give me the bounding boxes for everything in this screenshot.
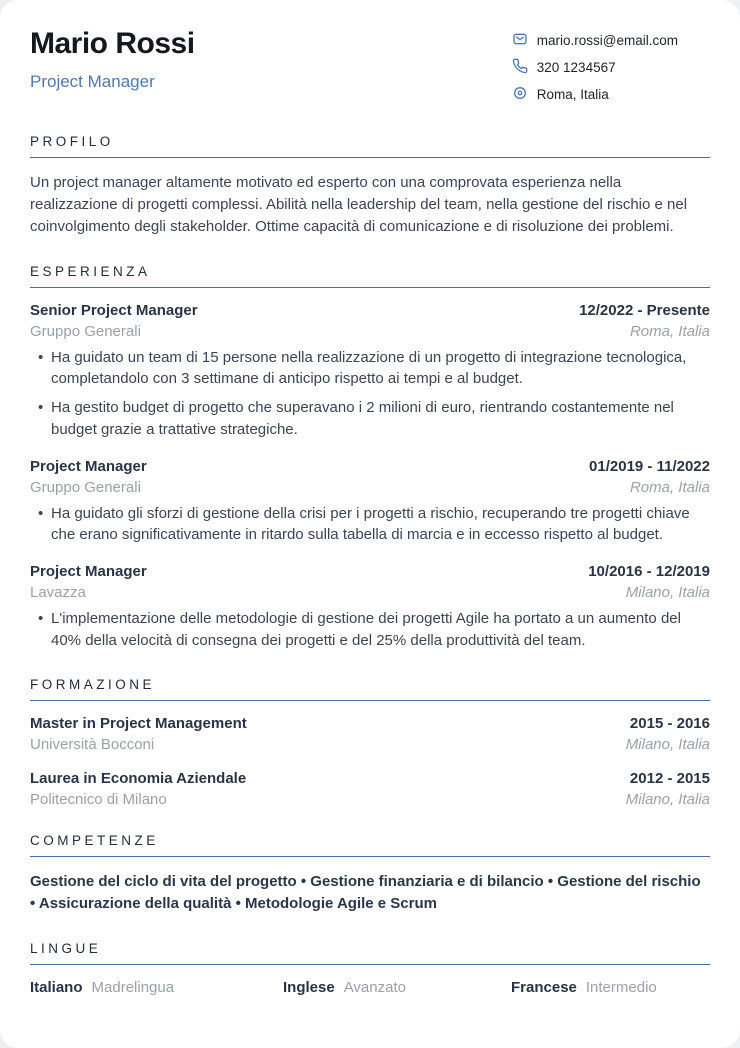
- contact-item-email: [512, 31, 678, 50]
- language-name: Inglese: [283, 978, 335, 996]
- job-title-subtitle: Project Manager: [30, 71, 155, 91]
- contact-item-location: [512, 85, 678, 104]
- bullet-list: [30, 608, 710, 652]
- entry-sub-row: [30, 791, 710, 808]
- entry-dates: 10/2016 - 12/2019: [588, 563, 710, 581]
- section-heading-languages: LINGUE: [30, 941, 710, 965]
- profile-text: Un project manager altamente motivato ed esperto con una comprovata esperienza nella realizzazione di progetti complessi. Abilità nella leadership del team, nella gestione del rischio e nel coinvolgimento degli stakeholder. Ottime capacità di comunicazione e di risoluzione dei problemi.: [30, 174, 688, 236]
- degree-title: Master in Project Management: [30, 714, 247, 732]
- language-name: Italiano: [30, 978, 83, 996]
- entry-title: Project Manager: [30, 457, 147, 475]
- section-languages: [30, 941, 710, 996]
- language-item: [30, 979, 283, 996]
- entry-location: Roma, Italia: [629, 322, 710, 340]
- contact-block: [512, 28, 678, 104]
- entry-company: Lavazza: [30, 584, 86, 602]
- entry-title: Project Manager: [30, 563, 147, 581]
- entry-company: Gruppo Generali: [30, 322, 141, 340]
- entry-location: Roma, Italia: [629, 478, 710, 496]
- degree-dates: 2015 - 2016: [629, 714, 710, 732]
- header: [30, 28, 710, 104]
- language-level: Avanzato: [343, 978, 406, 996]
- entry-dates: 01/2019 - 11/2022: [589, 457, 710, 475]
- degree-dates: 2012 - 2015: [629, 769, 710, 787]
- entry-dates: 12/2022 - Presente: [579, 301, 710, 319]
- language-level: Madrelingua: [91, 978, 175, 996]
- section-heading-experience: ESPERIENZA: [30, 264, 710, 288]
- language-item: [283, 979, 511, 996]
- contact-phone-text: 320 1234567: [536, 60, 616, 75]
- skills-text: Gestione del ciclo di vita del progetto • Gestione finanziaria e di bilancio • Gestione del rischio • Assicurazione della qualità • Metodologie Agile e Scrum: [30, 872, 701, 913]
- entry-sub-row: [30, 479, 710, 496]
- bullet-item: • Ha guidato gli sforzi di gestione della crisi per i progetti a rischio, recuperando tre progetti chiave che erano significativamente in ritardo sulla tabella di marcia e in eccesso rispetto al budget.: [51, 503, 710, 547]
- section-heading-profile: PROFILO: [30, 134, 710, 158]
- bullet-item: • Ha gestito budget di progetto che superavano i 2 milioni di euro, rientrando costantemente nel budget grazie a trattative strategiche.: [51, 397, 710, 441]
- education-entry: [30, 715, 710, 753]
- entry-company: Gruppo Generali: [30, 478, 141, 496]
- entry-title-row: [30, 715, 710, 732]
- degree-location: Milano, Italia: [625, 735, 710, 753]
- entry-sub-row: [30, 736, 710, 753]
- experience-entry: [30, 563, 710, 652]
- entry-title: Senior Project Manager: [30, 301, 198, 319]
- language-level: Intermedio: [585, 978, 657, 996]
- education-entry: [30, 770, 710, 808]
- section-heading-skills: COMPETENZE: [30, 833, 710, 857]
- section-skills: [30, 833, 710, 916]
- entry-location: Milano, Italia: [625, 584, 710, 602]
- entry-title-row: [30, 302, 710, 319]
- section-education: [30, 677, 710, 808]
- language-item: [511, 979, 710, 996]
- entry-title-row: [30, 770, 710, 787]
- entry-title-row: [30, 458, 710, 475]
- languages-row: [30, 979, 710, 996]
- phone-icon: [512, 58, 528, 77]
- bullet-item: • L'implementazione delle metodologie di gestione dei progetti Agile ha portato a un aumento del 40% della velocità di consegna dei progetti e del 25% della produttività del team.: [51, 608, 710, 652]
- location-pin-icon: [512, 85, 528, 104]
- degree-school: Università Bocconi: [30, 735, 155, 753]
- contact-email-text: mario.rossi@email.com: [536, 33, 678, 48]
- mail-icon: [512, 31, 528, 50]
- section-profile: [30, 134, 710, 239]
- header-identity: [30, 28, 195, 92]
- experience-entry: [30, 302, 710, 441]
- contact-item-phone: [512, 58, 678, 77]
- entry-sub-row: [30, 584, 710, 601]
- degree-school: Politecnico di Milano: [30, 790, 167, 808]
- bullet-item: • Ha guidato un team di 15 persone nella realizzazione di un progetto di integrazione tecnologica, completandolo con 3 settimane di anticipo rispetto ai tempi e al budget.: [51, 347, 710, 391]
- section-experience: [30, 264, 710, 652]
- bullet-list: [30, 503, 710, 547]
- contact-location-text: Roma, Italia: [536, 87, 609, 102]
- degree-title: Laurea in Economia Aziendale: [30, 769, 247, 787]
- entry-title-row: [30, 563, 710, 580]
- language-name: Francese: [511, 978, 577, 996]
- bullet-list: [30, 347, 710, 441]
- person-name: Mario Rossi: [30, 27, 195, 60]
- entry-sub-row: [30, 323, 710, 340]
- degree-location: Milano, Italia: [625, 790, 710, 808]
- section-heading-education: FORMAZIONE: [30, 677, 710, 701]
- experience-entry: [30, 458, 710, 547]
